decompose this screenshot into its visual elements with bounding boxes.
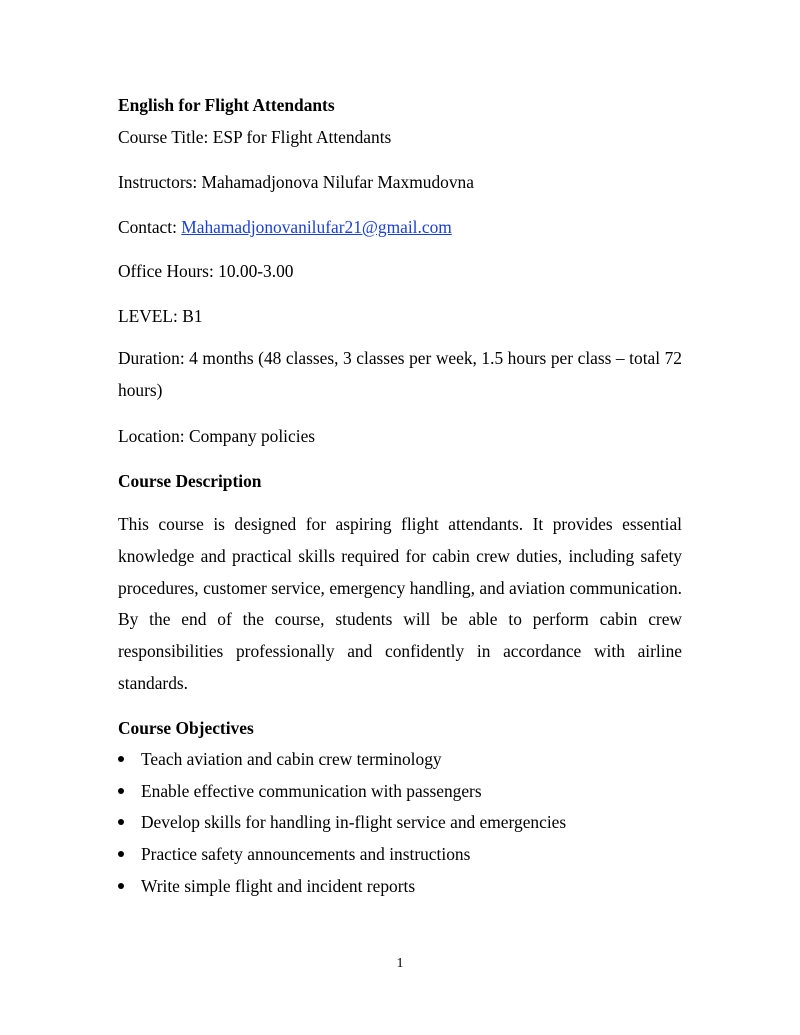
page-number: 1: [396, 956, 404, 971]
contact-email-link[interactable]: Mahamadjonovanilufar21@gmail.com: [181, 217, 452, 237]
contact-line: [118, 216, 452, 238]
list-item: [118, 746, 682, 778]
objective-text: Practice safety announcements and instructions: [141, 844, 471, 865]
course-title: Course Title: ESP for Flight Attendants: [118, 127, 392, 147]
bullet-icon: [118, 756, 124, 762]
objectives-heading: Course Objectives: [118, 718, 254, 738]
bullet-icon: [118, 819, 124, 825]
objective-text: Enable effective communication with passengers: [141, 780, 482, 801]
bullet-icon: [118, 883, 124, 889]
office-hours: Office Hours: 10.00-3.00: [118, 261, 294, 281]
contact-label: Contact:: [118, 217, 182, 237]
objective-text: Write simple flight and incident reports: [141, 875, 416, 896]
list-item: [118, 841, 682, 873]
objective-text: Teach aviation and cabin crew terminology: [141, 749, 442, 769]
location: Location: Company policies: [118, 426, 316, 446]
list-item: [118, 809, 682, 841]
objectives-list: [118, 746, 682, 904]
objective-text: Develop skills for handling in-flight service and emergencies: [141, 812, 567, 833]
bullet-icon: [118, 788, 124, 794]
description-heading: Course Description: [118, 471, 262, 491]
level: LEVEL: B1: [118, 306, 203, 326]
description-text: This course is designed for aspiring flight attendants. It provides essential knowledge and practical skills required for cabin crew duties, including safety procedures, customer service, emergency handling, and aviation communication. By the end of the course, students will be able to perform cabin crew responsibilities professionally and confidently in accordance with airline standards.: [118, 514, 682, 693]
document-heading: English for Flight Attendants: [118, 95, 335, 115]
bullet-icon: [118, 851, 124, 857]
instructors: Instructors: Mahamadjonova Nilufar Maxmudovna: [118, 172, 474, 192]
list-item: [118, 778, 682, 810]
list-item: [118, 873, 682, 905]
duration: Duration: 4 months (48 classes, 3 classes per week, 1.5 hours per class – total 72 hours): [118, 348, 682, 400]
